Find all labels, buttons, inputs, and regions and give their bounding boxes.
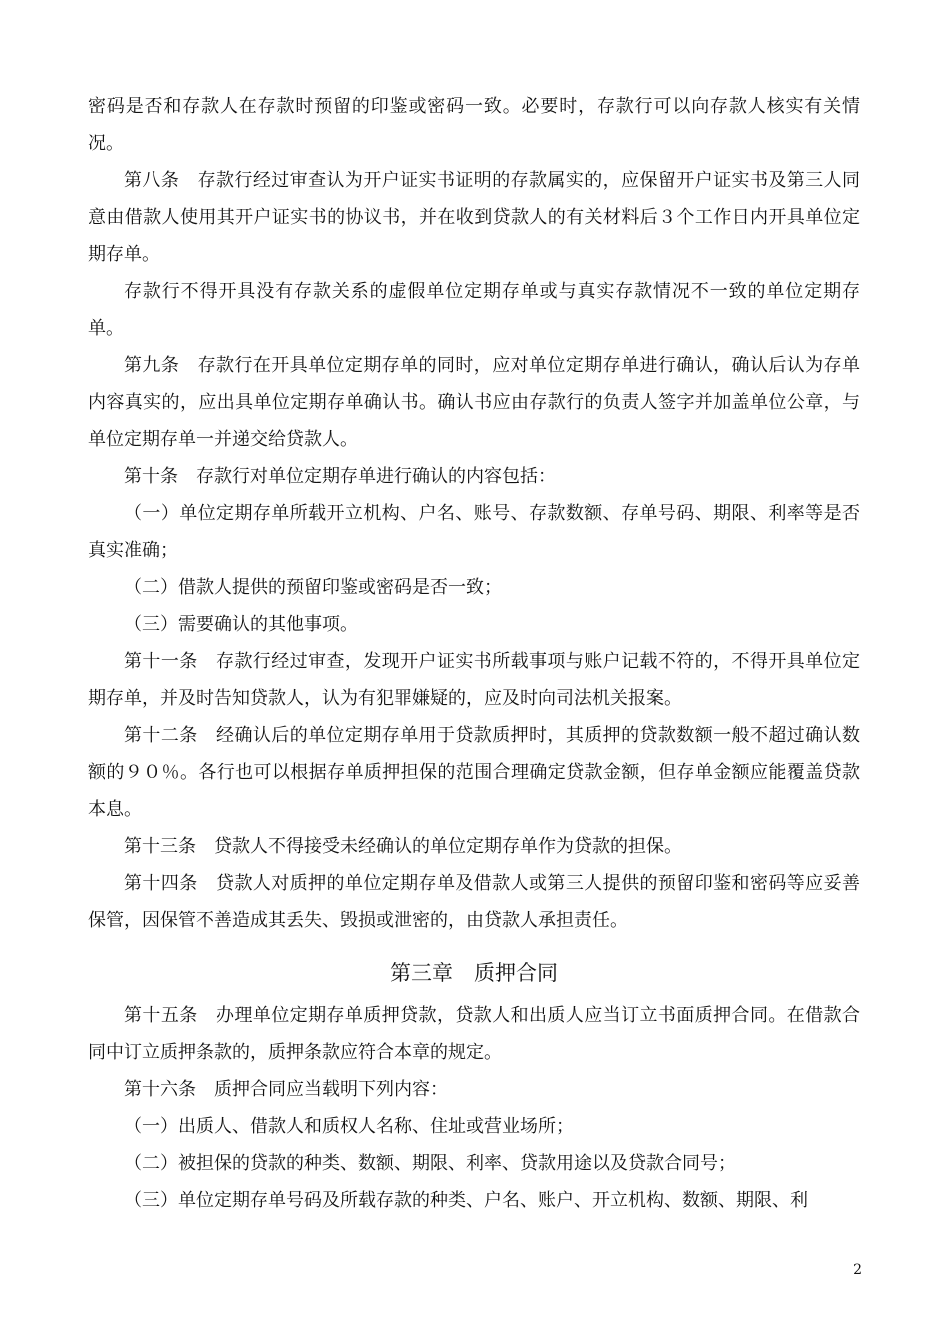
- paragraph-continuation: 密码是否和存款人在存款时预留的印鉴或密码一致。必要时，存款行可以向存款人核实有关情况。: [88, 96, 860, 154]
- article-9: 第九条 存款行在开具单位定期存单的同时，应对单位定期存单进行确认，确认后认为存单内容真实的，应出具单位定期存单确认书。确认书应由存款行的负责人签字并加盖单位公章，与单位定期存单一并递交给贷款人。: [88, 355, 860, 450]
- article-8-clause: 存款行不得开具没有存款关系的虚假单位定期存单或与真实存款情况不一致的单位定期存单。: [88, 281, 860, 339]
- article-10-item-1: （一）单位定期存单所载开立机构、户名、账号、存款数额、存单号码、期限、利率等是否真实准确；: [88, 503, 860, 561]
- article-15: 第十五条 办理单位定期存单质押贷款，贷款人和出质人应当订立书面质押合同。在借款合同中订立质押条款的，质押条款应符合本章的规定。: [88, 1005, 860, 1063]
- article-16-item-2: （二）被担保的贷款的种类、数额、期限、利率、贷款用途以及贷款合同号；: [124, 1153, 736, 1174]
- article-10: 第十条 存款行对单位定期存单进行确认的内容包括：: [124, 466, 556, 487]
- document-page: [88, 88, 860, 1219]
- article-10-item-2: （二）借款人提供的预留印鉴或密码是否一致；: [124, 577, 502, 598]
- article-16: 第十六条 质押合同应当载明下列内容：: [124, 1079, 448, 1100]
- article-16-item-3: （三）单位定期存单号码及所载存款的种类、户名、账户、开立机构、数额、期限、利: [124, 1190, 808, 1211]
- article-12: 第十二条 经确认后的单位定期存单用于贷款质押时，其质押的贷款数额一般不超过确认数额的９０％。各行也可以根据存单质押担保的范围合理确定贷款金额，但存单金额应能覆盖贷款本息。: [88, 725, 860, 820]
- article-10-item-3: （三）需要确认的其他事项。: [124, 614, 358, 635]
- article-13: 第十三条 贷款人不得接受未经确认的单位定期存单作为贷款的担保。: [124, 836, 682, 857]
- article-16-item-1: （一）出质人、借款人和质权人名称、住址或营业场所；: [124, 1116, 574, 1137]
- article-11: 第十一条 存款行经过审查，发现开户证实书所载事项与账户记载不符的，不得开具单位定期存单，并及时告知贷款人，认为有犯罪嫌疑的，应及时向司法机关报案。: [88, 651, 860, 709]
- article-14: 第十四条 贷款人对质押的单位定期存单及借款人或第三人提供的预留印鉴和密码等应妥善保管，因保管不善造成其丢失、毁损或泄密的，由贷款人承担责任。: [88, 873, 860, 931]
- chapter-title: 第三章 质押合同: [390, 961, 558, 985]
- page-number: 2: [853, 1262, 862, 1278]
- article-8: 第八条 存款行经过审查认为开户证实书证明的存款属实的，应保留开户证实书及第三人同意由借款人使用其开户证实书的协议书，并在收到贷款人的有关材料后３个工作日内开具单位定期存单。: [88, 170, 860, 265]
